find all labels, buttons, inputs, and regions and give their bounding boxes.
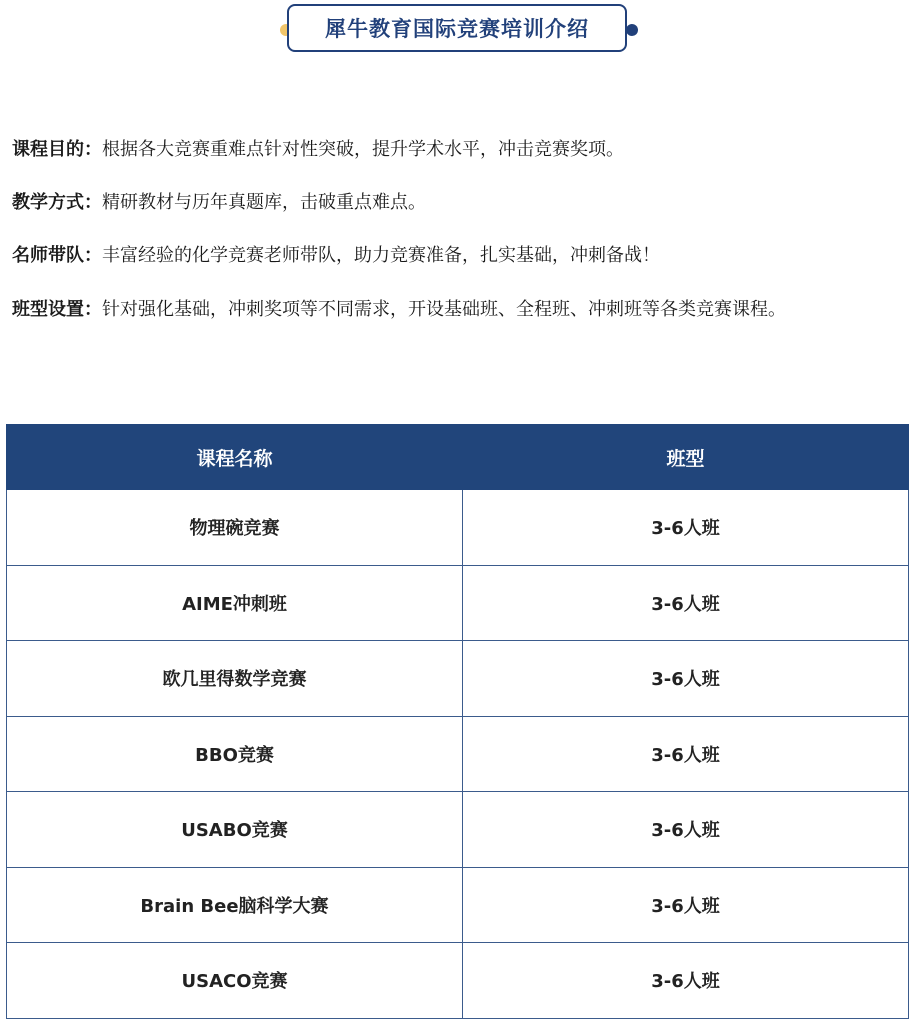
intro-label: 课程目的： xyxy=(12,139,102,160)
course-name-cell: USACO竞赛 xyxy=(7,943,463,1019)
intro-text: 精研教材与历年真题库，击破重点难点。 xyxy=(102,192,426,213)
table-header-row xyxy=(7,425,909,490)
class-type-cell: 3-6人班 xyxy=(463,867,909,943)
table-row xyxy=(7,565,909,641)
intro-item-method xyxy=(12,186,907,220)
course-table xyxy=(6,424,909,1019)
intro-item-teachers xyxy=(12,239,907,273)
course-name-cell: AIME冲刺班 xyxy=(7,565,463,641)
page-title: 犀牛教育国际竞赛培训介绍 xyxy=(325,17,589,41)
course-name-cell: Brain Bee脑科学大赛 xyxy=(7,867,463,943)
class-type-cell: 3-6人班 xyxy=(463,641,909,717)
intro-text: 根据各大竞赛重难点针对性突破，提升学术水平，冲击竞赛奖项。 xyxy=(102,139,624,160)
course-name-cell: 欧几里得数学竞赛 xyxy=(7,641,463,717)
table-row xyxy=(7,867,909,943)
intro-item-purpose xyxy=(12,133,907,167)
table-row xyxy=(7,716,909,792)
intro-text: 丰富经验的化学竞赛老师带队，助力竞赛准备，扎实基础，冲刺备战！ xyxy=(102,245,660,266)
course-name-cell: BBO竞赛 xyxy=(7,716,463,792)
intro-label: 班型设置： xyxy=(12,299,102,320)
intro-section xyxy=(12,133,907,347)
right-dot-decoration xyxy=(626,24,638,36)
course-name-cell: USABO竞赛 xyxy=(7,792,463,868)
intro-text: 针对强化基础，冲刺奖项等不同需求，开设基础班、全程班、冲刺班等各类竞赛课程。 xyxy=(102,299,786,320)
intro-label: 教学方式： xyxy=(12,192,102,213)
table-row xyxy=(7,943,909,1019)
class-type-cell: 3-6人班 xyxy=(463,792,909,868)
intro-item-class-setting xyxy=(12,292,907,328)
course-name-cell: 物理碗竞赛 xyxy=(7,490,463,566)
class-type-cell: 3-6人班 xyxy=(463,716,909,792)
column-header-course-name: 课程名称 xyxy=(7,425,463,490)
table-row xyxy=(7,792,909,868)
column-header-class-type: 班型 xyxy=(463,425,909,490)
section-header xyxy=(0,4,915,56)
class-type-cell: 3-6人班 xyxy=(463,565,909,641)
title-box xyxy=(287,4,627,52)
table-row xyxy=(7,641,909,717)
intro-label: 名师带队： xyxy=(12,245,102,266)
table-row xyxy=(7,490,909,566)
class-type-cell: 3-6人班 xyxy=(463,490,909,566)
class-type-cell: 3-6人班 xyxy=(463,943,909,1019)
